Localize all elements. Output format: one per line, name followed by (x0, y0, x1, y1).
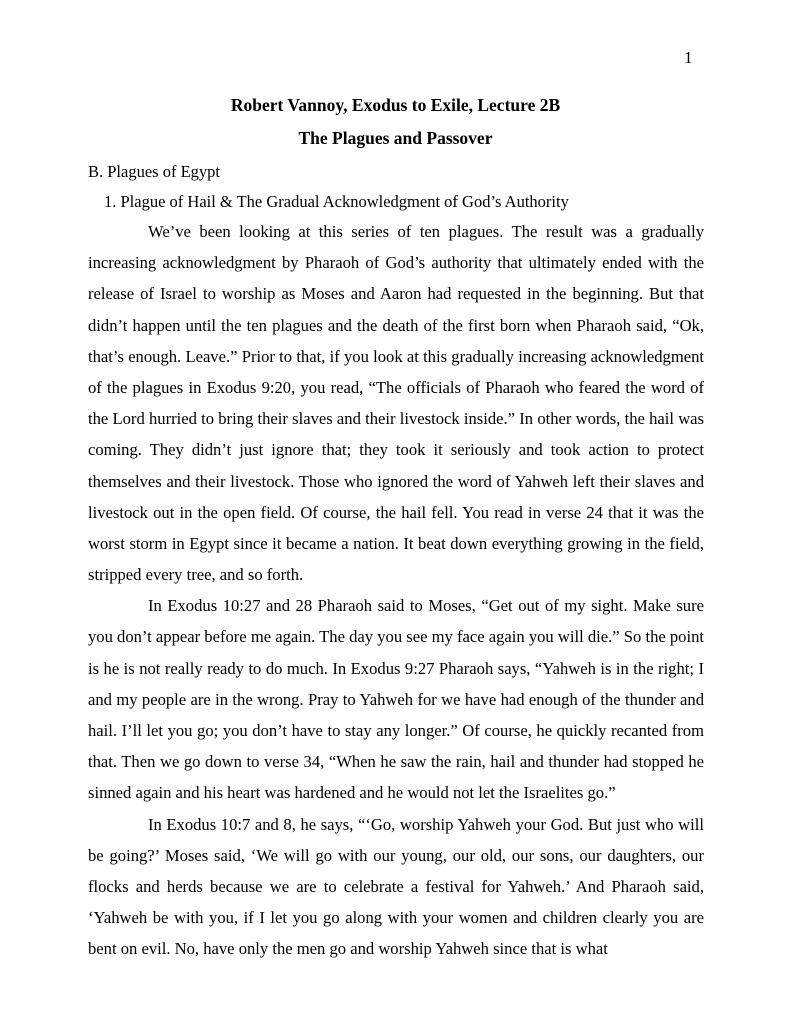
paragraph-3: In Exodus 10:7 and 8, he says, “‘Go, worship Yahweh your God. But just who will be going?’ Moses said, ‘We will go with our young, our old, our sons, our daughters, our flocks and herds because we are to celebrate a festival for Yahweh.’ And Pharaoh said, ‘Yahweh be with you, if I let you go along with your women and children clearly you are bent on evil. No, have only the men go and worship Yahweh since that is what (88, 814, 704, 959)
lecture-title: Robert Vannoy, Exodus to Exile, Lecture 2B (230, 95, 561, 115)
paragraph-2: In Exodus 10:27 and 28 Pharaoh said to Moses, “Get out of my sight. Make sure you don’t appear before me again. The day you see my face again you will die.” So the point is he is not really ready to do much. In Exodus 9:27 Pharaoh says, “Yahweh is in the right; I and my people are in the wrong. Pray to Yahweh for we have had enough of the thunder and hail. I’ll let you go; you don’t have to stay any longer.” Of course, he quickly recanted from that. Then we go down to verse 34, “When he saw the rain, hail and thunder had stopped he sinned again and his heart was hardened and he would not let the Israelites go.” (88, 596, 704, 803)
page-number: 1 (684, 48, 693, 67)
subsection-heading: 1. Plague of Hail & The Gradual Acknowledgment of God’s Authority (104, 192, 569, 211)
body-text (88, 216, 704, 965)
paragraph-1: We’ve been looking at this series of ten plagues. The result was a gradually increasing acknowledgment by Pharaoh of God’s authority that ultimately ended with the release of Israel to worship as Moses and Aaron had requested in the beginning. But that didn’t happen until the ten plagues and the death of the first born when Pharaoh said, “Ok, that’s enough. Leave.” Prior to that, if you look at this gradually increasing acknowledgment of the plagues in Exodus 9:20, you read, “The officials of Pharaoh who feared the word of the Lord hurried to bring their slaves and their livestock inside.” In other words, the hail was coming. They didn’t just ignore that; they took it seriously and took action to protect themselves and their livestock. Those who ignored the word of Yahweh left their slaves and livestock out in the open field. Of course, the hail fell. You read in verse 24 that it was the worst storm in Egypt since it became a nation. It beat down everything growing in the field, stripped every tree, and so forth. (88, 222, 704, 585)
lecture-subtitle: The Plagues and Passover (298, 128, 493, 148)
section-heading: B. Plagues of Egypt (88, 162, 220, 181)
